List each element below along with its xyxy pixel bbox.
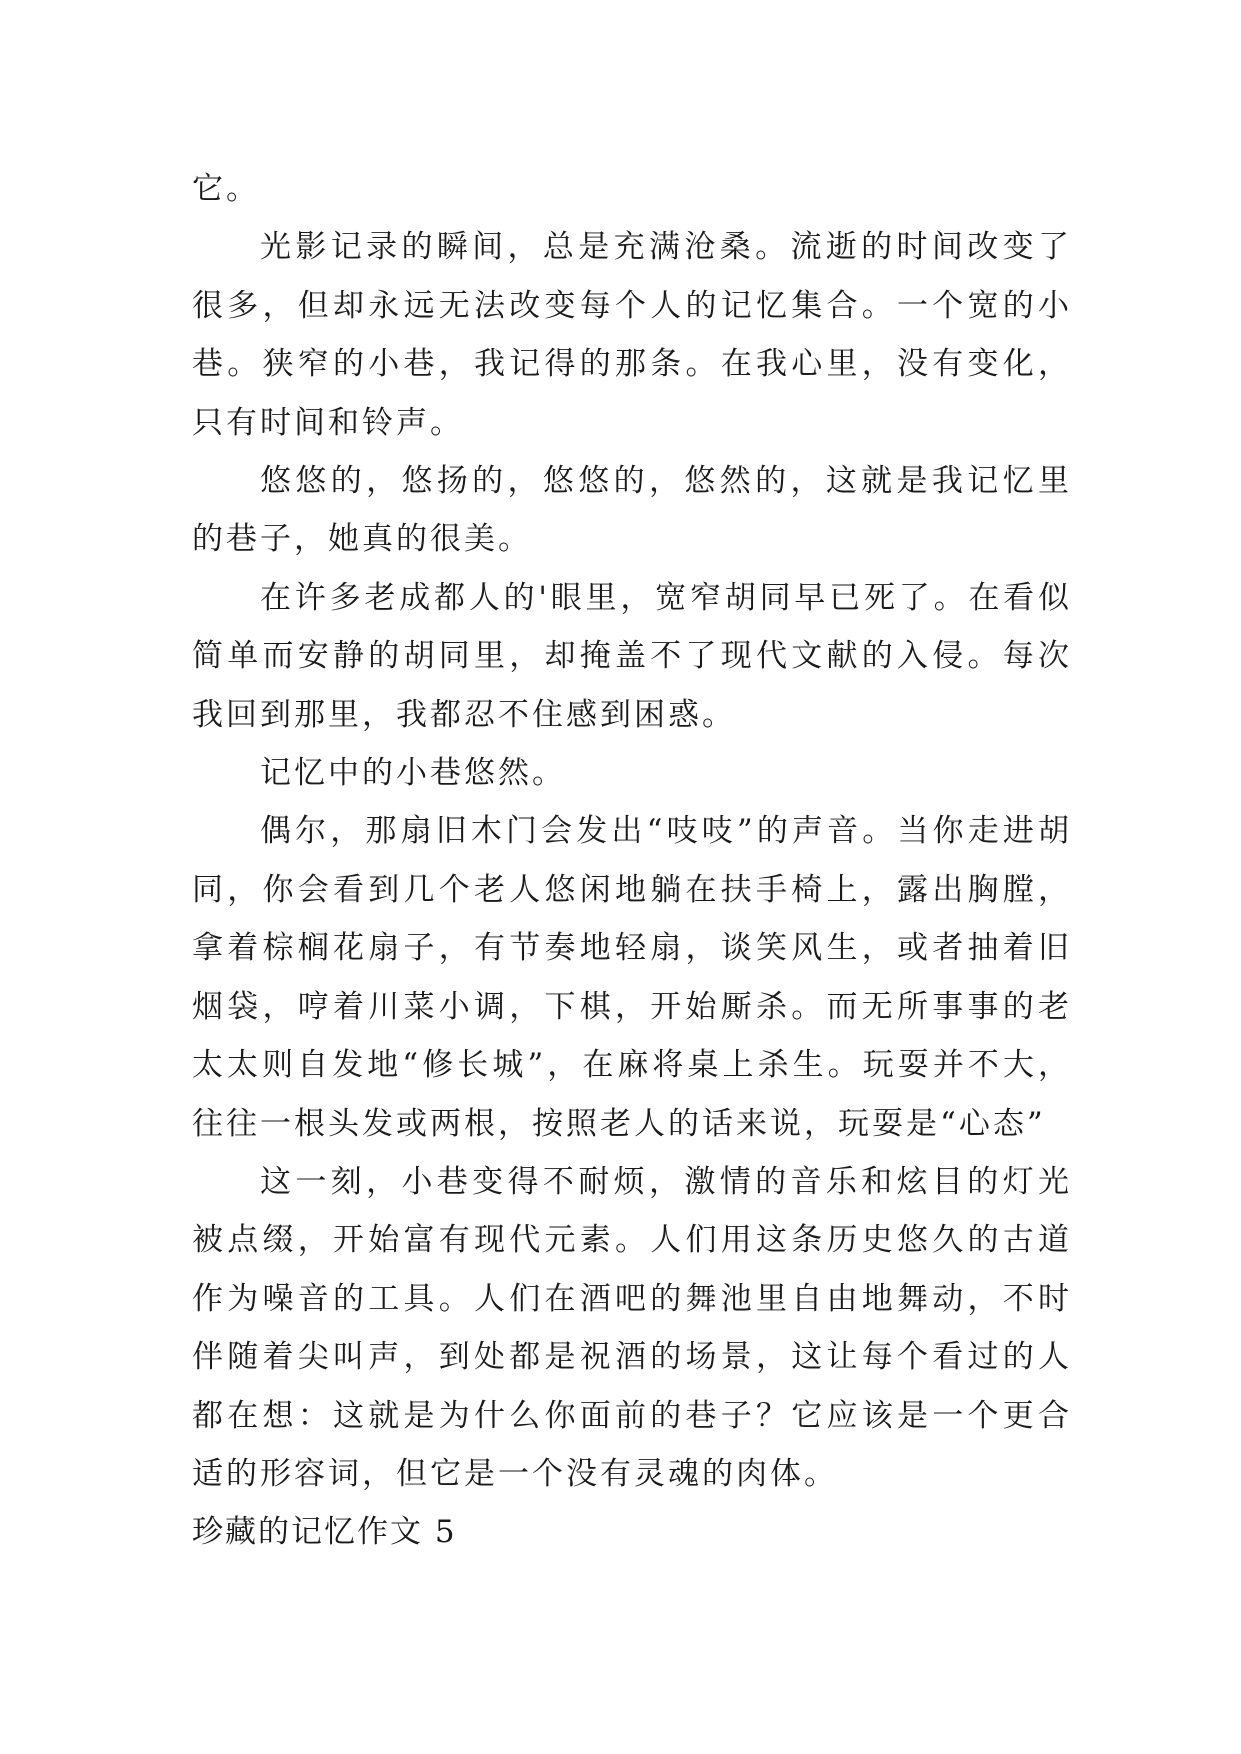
essay-heading: 珍藏的记忆作文 5 [192, 1514, 457, 1551]
paragraph-old-chengdu: 在许多老成都人的'眼里，宽窄胡同早已死了。在看似简单而安静的胡同里，却掩盖不了现代文献的入侵。每次我回到那里，我都忍不住感到困惑。 [192, 579, 1072, 733]
document-body [192, 160, 1072, 1562]
paragraph-light-and-shadow: 光影记录的瞬间，总是充满沧桑。流逝的时间改变了很多，但却永远无法改变每个人的记忆集合。一个宽的小巷。狭窄的小巷，我记得的那条。在我心里，没有变化，只有时间和铃声。 [192, 229, 1072, 441]
paragraph-leisurely-alley: 悠悠的，悠扬的，悠悠的，悠然的，这就是我记忆里的巷子，她真的很美。 [192, 463, 1072, 558]
paragraph-continuation: 它。 [192, 171, 260, 207]
paragraph-old-wooden-door: 偶尔，那扇旧木门会发出“吱吱”的声音。当你走进胡同，你会看到几个老人悠闲地躺在扶手椅上，露出胸膛，拿着棕榈花扇子，有节奏地轻扇，谈笑风生，或者抽着旧烟袋，哼着川菜小调，下棋，开始厮杀。而无所事事的老太太则自发地“修长城”，在麻将桌上杀生。玩耍并不大，往往一根头发或两根，按照老人的话来说，玩耍是“心态” [192, 813, 1072, 1142]
paragraph-modern-alley: 这一刻，小巷变得不耐烦，激情的音乐和炫目的灯光被点缀，开始富有现代元素。人们用这条历史悠久的古道作为噪音的工具。人们在酒吧的舞池里自由地舞动，不时伴随着尖叫声，到处都是祝酒的场景，这让每个看过的人都在想：这就是为什么你面前的巷子？它应该是一个更合适的形容词，但它是一个没有灵魂的肉体。 [192, 1163, 1072, 1492]
paragraph-memory-alley: 记忆中的小巷悠然。 [260, 755, 566, 792]
